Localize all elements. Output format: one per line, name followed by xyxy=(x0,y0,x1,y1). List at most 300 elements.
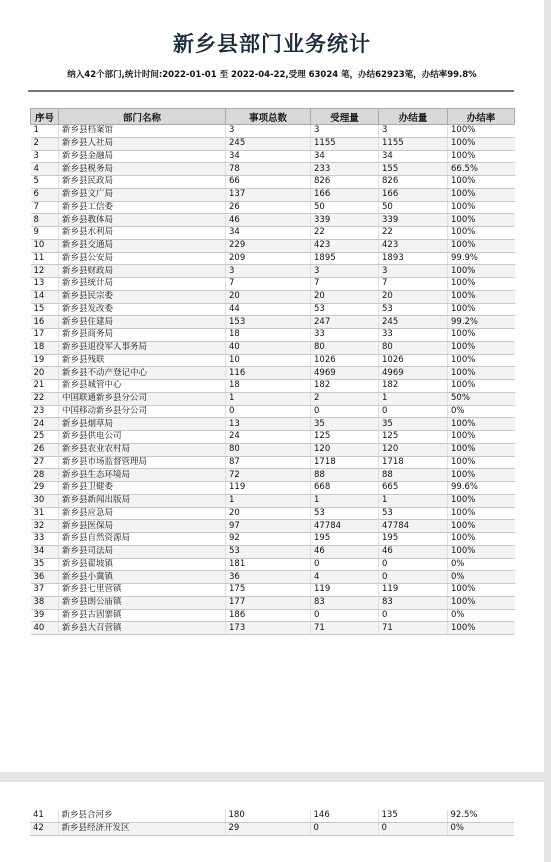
cell-index: 24 xyxy=(31,418,59,431)
cell-completed: 120 xyxy=(379,443,448,456)
cell-completed: 53 xyxy=(379,303,448,316)
table-row xyxy=(31,278,515,291)
cell-department: 新乡县档案馆 xyxy=(59,125,226,138)
cell-total-items: 18 xyxy=(226,329,311,342)
cell-index: 14 xyxy=(31,290,59,303)
cell-total-items: 34 xyxy=(226,227,311,240)
cell-completion-rate: 100% xyxy=(448,443,515,456)
cell-department: 新乡县自然资源局 xyxy=(59,533,226,546)
cell-index: 11 xyxy=(31,252,59,265)
cell-total-items: 1 xyxy=(226,392,311,405)
cell-index: 31 xyxy=(31,507,59,520)
cell-completion-rate: 100% xyxy=(448,188,515,201)
cell-completed: 50 xyxy=(379,201,448,214)
cell-index: 35 xyxy=(31,558,59,571)
cell-index: 6 xyxy=(31,188,59,201)
cell-completion-rate: 100% xyxy=(448,341,515,354)
table-row xyxy=(31,482,515,495)
cell-total-items: 119 xyxy=(226,482,311,495)
cell-accepted: 20 xyxy=(311,290,379,303)
cell-accepted: 1 xyxy=(311,494,379,507)
cell-accepted: 1718 xyxy=(311,456,379,469)
cell-completion-rate: 100% xyxy=(448,596,515,609)
table-row xyxy=(31,545,515,558)
cell-completion-rate: 100% xyxy=(448,303,515,316)
cell-accepted: 125 xyxy=(311,431,379,444)
cell-accepted: 233 xyxy=(311,163,379,176)
cell-index: 42 xyxy=(30,822,58,835)
table-row xyxy=(31,176,515,189)
cell-completion-rate: 100% xyxy=(448,290,515,303)
cell-total-items: 3 xyxy=(226,265,311,278)
cell-accepted: 668 xyxy=(311,482,379,495)
cell-completed: 195 xyxy=(379,533,448,546)
cell-completed: 3 xyxy=(379,125,448,138)
table-row xyxy=(31,469,515,482)
cell-accepted: 120 xyxy=(311,443,379,456)
cell-total-items: 24 xyxy=(226,431,311,444)
cell-department: 新乡县教体局 xyxy=(59,214,226,227)
cell-department: 新乡县商务局 xyxy=(59,329,226,342)
cell-completion-rate: 99.2% xyxy=(448,316,515,329)
cell-department: 新乡县古固寨镇 xyxy=(59,609,226,622)
table-row xyxy=(31,533,515,546)
cell-accepted: 339 xyxy=(311,214,379,227)
cell-total-items: 209 xyxy=(226,252,311,265)
cell-index: 27 xyxy=(31,456,59,469)
cell-completion-rate: 100% xyxy=(448,137,515,150)
cell-total-items: 78 xyxy=(226,163,311,176)
cell-accepted: 0 xyxy=(310,822,378,835)
cell-index: 29 xyxy=(31,482,59,495)
cell-index: 16 xyxy=(31,316,59,329)
cell-completed: 71 xyxy=(379,622,448,635)
cell-index: 34 xyxy=(31,545,59,558)
table-row xyxy=(31,494,515,507)
table-row xyxy=(31,622,515,635)
cell-index: 20 xyxy=(31,367,59,380)
cell-total-items: 0 xyxy=(226,405,311,418)
col-header-completion-rate: 办结率 xyxy=(448,109,515,125)
cell-department: 新乡县公安局 xyxy=(59,252,226,265)
cell-index: 3 xyxy=(31,150,59,163)
cell-completed: 125 xyxy=(379,431,448,444)
cell-completed: 1 xyxy=(379,392,448,405)
divider xyxy=(28,90,514,92)
cell-completed: 47784 xyxy=(379,520,448,533)
table-row xyxy=(31,431,515,444)
cell-total-items: 20 xyxy=(226,507,311,520)
cell-completion-rate: 100% xyxy=(448,456,515,469)
table-row xyxy=(31,163,515,176)
table-row xyxy=(31,150,515,163)
cell-completed: 245 xyxy=(379,316,448,329)
cell-department: 新乡县应急局 xyxy=(59,507,226,520)
cell-index: 2 xyxy=(31,137,59,150)
cell-completion-rate: 50% xyxy=(448,392,515,405)
cell-completed: 0 xyxy=(378,822,447,835)
cell-completed: 88 xyxy=(379,469,448,482)
cell-accepted: 46 xyxy=(311,545,379,558)
cell-accepted: 7 xyxy=(311,278,379,291)
cell-total-items: 186 xyxy=(226,609,311,622)
cell-department: 新乡县残联 xyxy=(59,354,226,367)
cell-total-items: 80 xyxy=(226,443,311,456)
cell-index: 7 xyxy=(31,201,59,214)
report-summary: 纳入42个部门,统计时间:2022-01-01 至 2022-04-22,受理 63024 笔，办结62923笔，办结率99.8% xyxy=(67,70,477,80)
cell-completion-rate: 100% xyxy=(448,125,515,138)
cell-completion-rate: 100% xyxy=(448,545,515,558)
cell-total-items: 18 xyxy=(226,380,311,393)
table-row xyxy=(31,456,515,469)
cell-department: 新乡县农业农村局 xyxy=(59,443,226,456)
table-row xyxy=(31,214,515,227)
cell-department: 新乡县不动产登记中心 xyxy=(59,367,226,380)
cell-department: 新乡县城管中心 xyxy=(59,380,226,393)
cell-index: 32 xyxy=(31,520,59,533)
cell-total-items: 180 xyxy=(225,810,310,822)
cell-department: 新乡县人社局 xyxy=(59,137,226,150)
cell-total-items: 1 xyxy=(226,494,311,507)
cell-completed: 119 xyxy=(379,584,448,597)
col-header-accepted: 受理量 xyxy=(311,109,379,125)
table-row xyxy=(31,405,515,418)
cell-completed: 4969 xyxy=(379,367,448,380)
table-row xyxy=(31,596,515,609)
cell-department: 新乡县民政局 xyxy=(59,176,226,189)
cell-department: 新乡县七里营镇 xyxy=(59,584,226,597)
cell-total-items: 26 xyxy=(226,201,311,214)
cell-department: 新乡县市场监督管理局 xyxy=(59,456,226,469)
cell-completed: 423 xyxy=(379,239,448,252)
cell-completion-rate: 100% xyxy=(448,278,515,291)
cell-completed: 22 xyxy=(379,227,448,240)
cell-completion-rate: 0% xyxy=(448,405,515,418)
cell-completion-rate: 100% xyxy=(448,201,515,214)
cell-index: 39 xyxy=(31,609,59,622)
cell-accepted: 195 xyxy=(311,533,379,546)
cell-index: 22 xyxy=(31,392,59,405)
cell-completion-rate: 100% xyxy=(448,239,515,252)
cell-department: 新乡县水利局 xyxy=(59,227,226,240)
cell-accepted: 2 xyxy=(311,392,379,405)
cell-accepted: 119 xyxy=(311,584,379,597)
cell-total-items: 173 xyxy=(226,622,311,635)
cell-index: 13 xyxy=(31,278,59,291)
cell-accepted: 35 xyxy=(311,418,379,431)
cell-accepted: 1155 xyxy=(311,137,379,150)
cell-department: 中国移动新乡县分公司 xyxy=(59,405,226,418)
cell-department: 新乡县经济开发区 xyxy=(58,822,225,835)
cell-total-items: 87 xyxy=(226,456,311,469)
cell-completed: 1893 xyxy=(379,252,448,265)
cell-completion-rate: 100% xyxy=(448,494,515,507)
cell-completion-rate: 100% xyxy=(448,214,515,227)
cell-index: 17 xyxy=(31,329,59,342)
cell-accepted: 182 xyxy=(311,380,379,393)
cell-department: 新乡县金融局 xyxy=(59,150,226,163)
cell-completed: 339 xyxy=(379,214,448,227)
cell-index: 38 xyxy=(31,596,59,609)
table-row xyxy=(31,125,515,138)
cell-total-items: 66 xyxy=(226,176,311,189)
table-row xyxy=(31,303,515,316)
cell-total-items: 3 xyxy=(226,125,311,138)
cell-total-items: 7 xyxy=(226,278,311,291)
cell-index: 15 xyxy=(31,303,59,316)
cell-accepted: 0 xyxy=(311,405,379,418)
cell-department: 新乡县合河乡 xyxy=(58,810,225,822)
cell-completion-rate: 100% xyxy=(448,367,515,380)
cell-department: 新乡县退役军人事务局 xyxy=(59,341,226,354)
cell-total-items: 97 xyxy=(226,520,311,533)
cell-total-items: 36 xyxy=(226,571,311,584)
cell-completion-rate: 99.6% xyxy=(448,482,515,495)
cell-accepted: 80 xyxy=(311,341,379,354)
cell-completion-rate: 0% xyxy=(447,822,514,835)
cell-accepted: 1026 xyxy=(311,354,379,367)
cell-department: 中国联通新乡县分公司 xyxy=(59,392,226,405)
cell-department: 新乡县供电公司 xyxy=(59,431,226,444)
cell-accepted: 0 xyxy=(311,558,379,571)
cell-index: 8 xyxy=(31,214,59,227)
table-row xyxy=(31,329,515,342)
cell-completed: 34 xyxy=(379,150,448,163)
cell-total-items: 137 xyxy=(226,188,311,201)
col-header-total-items: 事项总数 xyxy=(226,109,311,125)
cell-total-items: 20 xyxy=(226,290,311,303)
cell-accepted: 53 xyxy=(311,303,379,316)
cell-department: 新乡县交通局 xyxy=(59,239,226,252)
table-row xyxy=(31,316,515,329)
cell-accepted: 33 xyxy=(311,329,379,342)
cell-department: 新乡县卫健委 xyxy=(59,482,226,495)
cell-department: 新乡县财政局 xyxy=(59,265,226,278)
table-row xyxy=(31,418,515,431)
cell-index: 23 xyxy=(31,405,59,418)
cell-completion-rate: 100% xyxy=(448,227,515,240)
cell-completed: 135 xyxy=(378,810,447,822)
table-row xyxy=(31,227,515,240)
cell-completed: 33 xyxy=(379,329,448,342)
cell-total-items: 44 xyxy=(226,303,311,316)
cell-completion-rate: 0% xyxy=(448,571,515,584)
cell-index: 1 xyxy=(31,125,59,138)
cell-department: 新乡县翟坡镇 xyxy=(59,558,226,571)
cell-total-items: 10 xyxy=(226,354,311,367)
cell-department: 新乡县发改委 xyxy=(59,303,226,316)
col-header-completed: 办结量 xyxy=(379,109,448,125)
cell-department: 新乡县小冀镇 xyxy=(59,571,226,584)
cell-completion-rate: 100% xyxy=(448,520,515,533)
cell-completed: 53 xyxy=(379,507,448,520)
cell-completed: 3 xyxy=(379,265,448,278)
cell-index: 26 xyxy=(31,443,59,456)
cell-completed: 665 xyxy=(379,482,448,495)
cell-index: 41 xyxy=(30,810,58,822)
table-row xyxy=(31,584,515,597)
col-header-department: 部门名称 xyxy=(59,109,226,125)
cell-total-items: 181 xyxy=(226,558,311,571)
cell-completion-rate: 100% xyxy=(448,533,515,546)
cell-index: 37 xyxy=(31,584,59,597)
stats-table xyxy=(30,108,515,635)
cell-department: 新乡县税务局 xyxy=(59,163,226,176)
cell-completed: 0 xyxy=(379,571,448,584)
cell-total-items: 46 xyxy=(226,214,311,227)
cell-total-items: 34 xyxy=(226,150,311,163)
table-row xyxy=(31,380,515,393)
cell-accepted: 88 xyxy=(311,469,379,482)
cell-total-items: 116 xyxy=(226,367,311,380)
cell-completed: 0 xyxy=(379,558,448,571)
page-title: 新乡县部门业务统计 xyxy=(173,32,371,56)
cell-completion-rate: 100% xyxy=(448,265,515,278)
cell-accepted: 3 xyxy=(311,265,379,278)
cell-accepted: 0 xyxy=(311,609,379,622)
cell-accepted: 53 xyxy=(311,507,379,520)
cell-index: 40 xyxy=(31,622,59,635)
cell-index: 25 xyxy=(31,431,59,444)
cell-total-items: 92 xyxy=(226,533,311,546)
cell-completed: 83 xyxy=(379,596,448,609)
cell-department: 新乡县医保局 xyxy=(59,520,226,533)
cell-completion-rate: 100% xyxy=(448,469,515,482)
cell-completion-rate: 100% xyxy=(448,418,515,431)
cell-accepted: 50 xyxy=(311,201,379,214)
cell-accepted: 1895 xyxy=(311,252,379,265)
cell-accepted: 22 xyxy=(311,227,379,240)
cell-completed: 20 xyxy=(379,290,448,303)
cell-completed: 35 xyxy=(379,418,448,431)
cell-index: 18 xyxy=(31,341,59,354)
cell-index: 5 xyxy=(31,176,59,189)
stats-table-continued xyxy=(30,810,514,836)
cell-accepted: 47784 xyxy=(311,520,379,533)
cell-completed: 0 xyxy=(379,405,448,418)
cell-accepted: 3 xyxy=(311,125,379,138)
cell-completion-rate: 100% xyxy=(448,150,515,163)
cell-index: 33 xyxy=(31,533,59,546)
table-row xyxy=(30,822,514,835)
cell-department: 新乡县朗公庙镇 xyxy=(59,596,226,609)
cell-completion-rate: 99.9% xyxy=(448,252,515,265)
cell-department: 新乡县民宗委 xyxy=(59,290,226,303)
cell-completed: 1 xyxy=(379,494,448,507)
cell-accepted: 247 xyxy=(311,316,379,329)
cell-department: 新乡县新闻出版局 xyxy=(59,494,226,507)
cell-department: 新乡县烟草局 xyxy=(59,418,226,431)
cell-total-items: 53 xyxy=(226,545,311,558)
cell-index: 9 xyxy=(31,227,59,240)
cell-accepted: 71 xyxy=(311,622,379,635)
cell-total-items: 245 xyxy=(226,137,311,150)
cell-completed: 182 xyxy=(379,380,448,393)
cell-completed: 80 xyxy=(379,341,448,354)
cell-accepted: 4969 xyxy=(311,367,379,380)
cell-completion-rate: 100% xyxy=(448,176,515,189)
cell-completion-rate: 100% xyxy=(448,431,515,444)
table-row xyxy=(31,252,515,265)
cell-index: 4 xyxy=(31,163,59,176)
cell-total-items: 229 xyxy=(226,239,311,252)
table-row xyxy=(31,188,515,201)
cell-index: 30 xyxy=(31,494,59,507)
cell-accepted: 146 xyxy=(310,810,378,822)
table-row xyxy=(31,239,515,252)
table-row xyxy=(31,558,515,571)
cell-completed: 155 xyxy=(379,163,448,176)
cell-completion-rate: 66.5% xyxy=(448,163,515,176)
table-row xyxy=(31,609,515,622)
cell-completion-rate: 0% xyxy=(448,609,515,622)
table-row xyxy=(30,810,514,822)
cell-completion-rate: 100% xyxy=(448,380,515,393)
table-row xyxy=(31,367,515,380)
cell-total-items: 40 xyxy=(226,341,311,354)
cell-completed: 0 xyxy=(379,609,448,622)
table-row xyxy=(31,265,515,278)
cell-index: 21 xyxy=(31,380,59,393)
cell-completion-rate: 100% xyxy=(448,354,515,367)
cell-completed: 1155 xyxy=(379,137,448,150)
table-row xyxy=(31,290,515,303)
cell-total-items: 72 xyxy=(226,469,311,482)
cell-department: 新乡县统计局 xyxy=(59,278,226,291)
cell-total-items: 13 xyxy=(226,418,311,431)
table-row xyxy=(31,354,515,367)
cell-department: 新乡县住建局 xyxy=(59,316,226,329)
cell-completion-rate: 92.5% xyxy=(447,810,514,822)
cell-total-items: 29 xyxy=(225,822,310,835)
cell-accepted: 826 xyxy=(311,176,379,189)
cell-completed: 1718 xyxy=(379,456,448,469)
cell-completed: 46 xyxy=(379,545,448,558)
table-row xyxy=(31,341,515,354)
table-row xyxy=(31,507,515,520)
cell-accepted: 423 xyxy=(311,239,379,252)
cell-completion-rate: 100% xyxy=(448,622,515,635)
cell-index: 28 xyxy=(31,469,59,482)
cell-department: 新乡县大召营镇 xyxy=(59,622,226,635)
table-header-row xyxy=(31,109,515,125)
table-row xyxy=(31,571,515,584)
cell-index: 10 xyxy=(31,239,59,252)
cell-index: 36 xyxy=(31,571,59,584)
cell-completed: 1026 xyxy=(379,354,448,367)
cell-total-items: 153 xyxy=(226,316,311,329)
cell-department: 新乡县生态环境局 xyxy=(59,469,226,482)
cell-completion-rate: 100% xyxy=(448,329,515,342)
cell-department: 新乡县文广局 xyxy=(59,188,226,201)
cell-total-items: 177 xyxy=(226,596,311,609)
cell-index: 19 xyxy=(31,354,59,367)
cell-completion-rate: 100% xyxy=(448,584,515,597)
cell-index: 12 xyxy=(31,265,59,278)
table-row xyxy=(31,520,515,533)
cell-accepted: 34 xyxy=(311,150,379,163)
report-page-2 xyxy=(0,782,544,862)
cell-accepted: 166 xyxy=(311,188,379,201)
cell-completed: 826 xyxy=(379,176,448,189)
cell-completion-rate: 100% xyxy=(448,507,515,520)
cell-accepted: 4 xyxy=(311,571,379,584)
cell-completion-rate: 0% xyxy=(448,558,515,571)
cell-department: 新乡县司法局 xyxy=(59,545,226,558)
table-row xyxy=(31,443,515,456)
cell-department: 新乡县工信委 xyxy=(59,201,226,214)
cell-accepted: 83 xyxy=(311,596,379,609)
